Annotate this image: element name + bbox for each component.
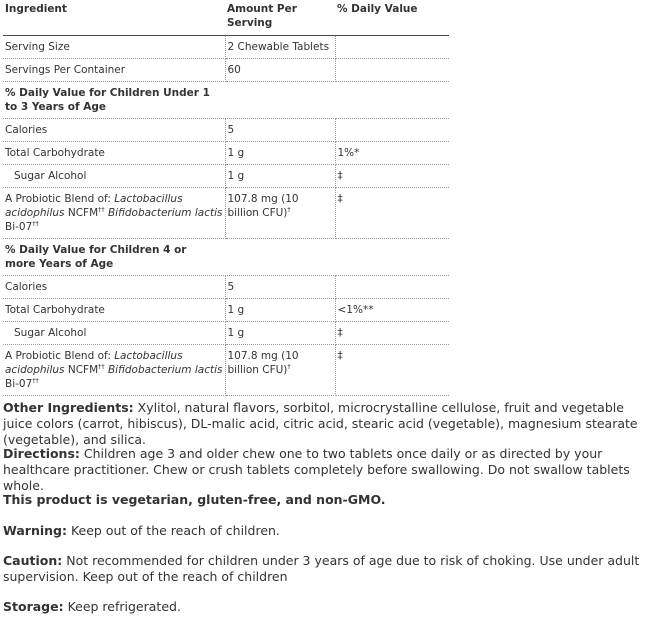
s2-carb-amount: 1 g xyxy=(225,299,335,322)
s2-calories-dv xyxy=(335,276,449,299)
s2-sugar-amount: 1 g xyxy=(225,322,335,345)
s2-sugar-dv: ‡ xyxy=(335,322,449,345)
warning-text: Keep out of the reach of children. xyxy=(66,523,280,538)
serving-size-amount: 2 Chewable Tablets xyxy=(225,36,335,59)
s1-probiotic-strain1: NCFM xyxy=(64,207,99,219)
storage xyxy=(3,599,181,615)
warning xyxy=(3,523,280,539)
s1-probiotic-species2: Bifidobacterium lactis xyxy=(107,207,223,219)
s1-probiotic-amount-cell xyxy=(225,188,335,239)
servings-per-container-dv xyxy=(335,59,449,82)
storage-text: Keep refrigerated. xyxy=(63,599,181,614)
table-header-row xyxy=(3,0,449,36)
s1-probiotic-amount-sup: † xyxy=(287,205,291,214)
storage-label: Storage: xyxy=(3,599,64,614)
serving-size-dv xyxy=(335,36,449,59)
s2-probiotic-dv: ‡ xyxy=(335,345,449,396)
vegetarian-statement xyxy=(3,492,386,508)
section-heading-row xyxy=(3,82,449,119)
table-row xyxy=(3,299,449,322)
vegetarian-text: This product is vegetarian, gluten-free, and non-GMO. xyxy=(3,492,386,507)
table-row xyxy=(3,165,449,188)
s1-calories-label: Calories xyxy=(3,119,225,142)
serving-size-label: Serving Size xyxy=(3,36,225,59)
table-row xyxy=(3,119,449,142)
servings-per-container-label: Servings Per Container xyxy=(3,59,225,82)
s2-calories-amount: 5 xyxy=(225,276,335,299)
supplement-facts-table xyxy=(3,0,449,396)
directions xyxy=(3,446,647,494)
table-row xyxy=(3,36,449,59)
caution-label: Caution: xyxy=(3,553,63,568)
table-row xyxy=(3,59,449,82)
s1-sugar-label: Sugar Alcohol xyxy=(3,165,225,188)
s1-sugar-dv: ‡ xyxy=(335,165,449,188)
s1-calories-amount: 5 xyxy=(225,119,335,142)
header-ingredient: Ingredient xyxy=(3,0,225,36)
s1-probiotic-species1: Lactobacillus acidophilus xyxy=(5,193,183,219)
s2-calories-label: Calories xyxy=(3,276,225,299)
s2-probiotic-strain2: Bi-07 xyxy=(5,378,33,390)
s2-carb-label: Total Carbohydrate xyxy=(3,299,225,322)
section1-title xyxy=(3,82,449,119)
s2-probiotic-sup2: †† xyxy=(32,376,39,385)
table-row xyxy=(3,276,449,299)
section2-title-text: % Daily Value for Children 4 or more Years of Age xyxy=(5,244,187,270)
other-ingredients-label: Other Ingredients: xyxy=(3,400,134,415)
other-ingredients-text: Xylitol, natural flavors, sorbitol, microcrystalline cellulose, fruit and vegetable juice colors (carrot, hibiscus), DL-malic acid, citric acid, stearic acid (vegetable), magnesium stearate (vegetable), and silica. xyxy=(3,400,638,447)
s2-probiotic-prefix: A Probiotic Blend of: xyxy=(5,350,115,362)
s1-carb-label: Total Carbohydrate xyxy=(3,142,225,165)
s2-sugar-label: Sugar Alcohol xyxy=(3,322,225,345)
directions-text: Children age 3 and older chew one to two tablets once daily or as directed by your healthcare practitioner. Chew or crush tablets completely before swallowing. Do not swallow tablets whole. xyxy=(3,446,630,493)
header-daily-value: % Daily Value xyxy=(335,0,449,36)
servings-per-container-amount: 60 xyxy=(225,59,335,82)
section1-title-text: % Daily Value for Children Under 1 to 3 Years of Age xyxy=(5,87,210,113)
s2-probiotic-species1: Lactobacillus acidophilus xyxy=(5,350,183,376)
s2-probiotic-amount-sup: † xyxy=(287,362,291,371)
s1-probiotic-sup2: †† xyxy=(32,219,39,228)
section-heading-row xyxy=(3,239,449,276)
caution-text: Not recommended for children under 3 years of age due to risk of choking. Use under adult supervision. Keep out of the reach of children xyxy=(3,553,640,584)
section2-title xyxy=(3,239,449,276)
header-amount-per-serving: Amount Per Serving xyxy=(225,0,335,36)
s1-probiotic-amount: 107.8 mg (10 billion CFU) xyxy=(227,193,299,219)
caution xyxy=(3,553,647,585)
s1-probiotic-prefix: A Probiotic Blend of: xyxy=(5,193,115,205)
table-row xyxy=(3,345,449,396)
s1-probiotic-label xyxy=(3,188,225,239)
other-ingredients xyxy=(3,400,647,448)
s2-probiotic-amount: 107.8 mg (10 billion CFU) xyxy=(227,350,299,376)
s1-sugar-amount: 1 g xyxy=(225,165,335,188)
s2-probiotic-sup1: †† xyxy=(98,362,105,371)
s1-calories-dv xyxy=(335,119,449,142)
warning-label: Warning: xyxy=(3,523,67,538)
s1-carb-amount: 1 g xyxy=(225,142,335,165)
s1-probiotic-strain2: Bi-07 xyxy=(5,221,33,233)
table-row xyxy=(3,322,449,345)
table-row xyxy=(3,142,449,165)
s2-carb-dv: <1%** xyxy=(335,299,449,322)
directions-label: Directions: xyxy=(3,446,80,461)
s2-probiotic-species2: Bifidobacterium lactis xyxy=(107,364,223,376)
s2-probiotic-label xyxy=(3,345,225,396)
s2-probiotic-strain1: NCFM xyxy=(64,364,99,376)
s1-carb-dv: 1%* xyxy=(335,142,449,165)
s1-probiotic-dv: ‡ xyxy=(335,188,449,239)
s2-probiotic-amount-cell xyxy=(225,345,335,396)
table-row xyxy=(3,188,449,239)
s1-probiotic-sup1: †† xyxy=(98,205,105,214)
